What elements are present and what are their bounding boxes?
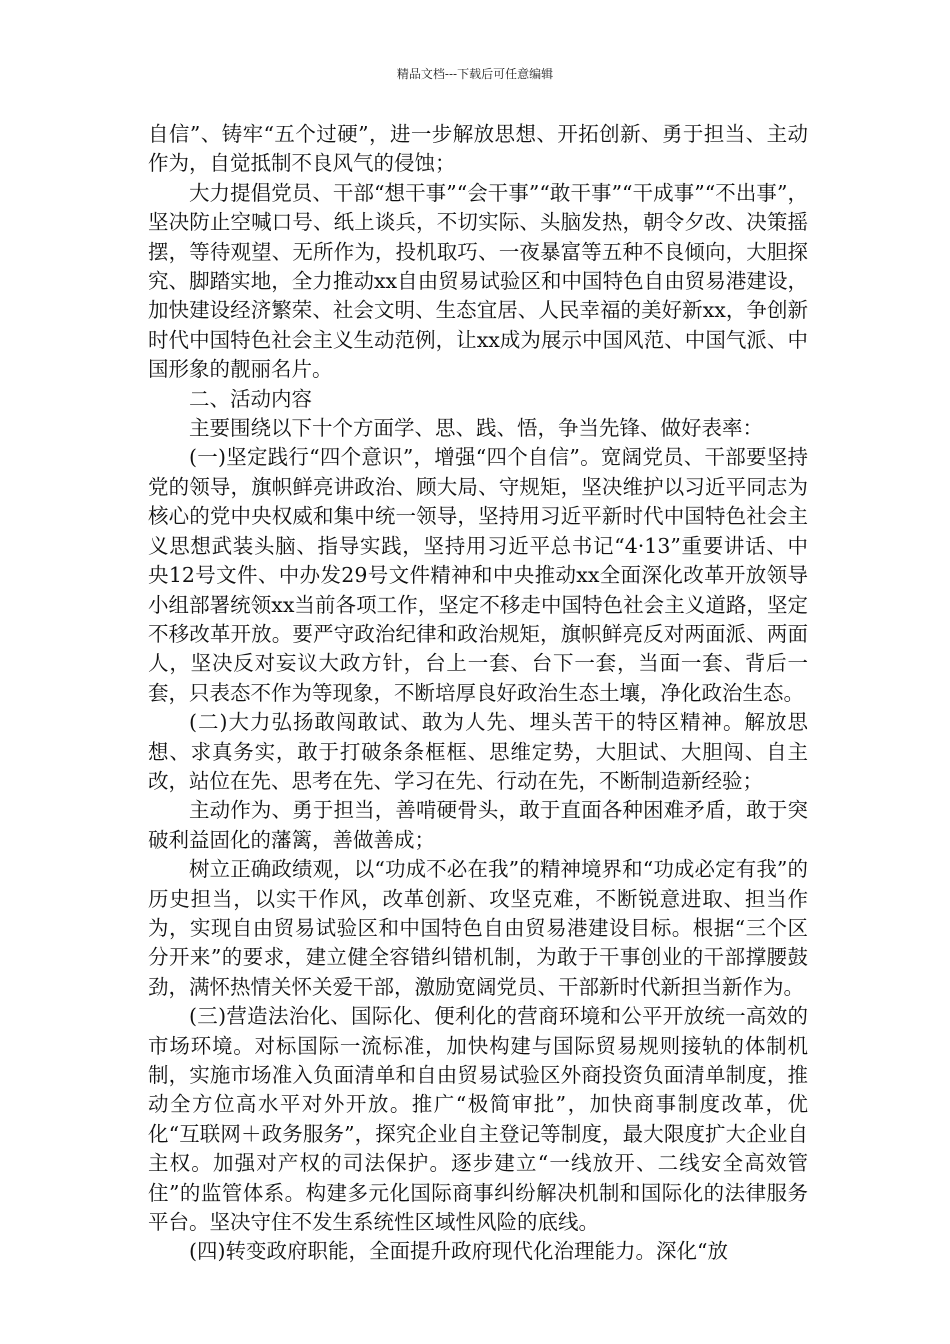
document-body: [148, 120, 808, 1267]
paragraph: 大力提倡党员、干部“想干事”“会干事”“敢干事”“干成事”“不出事”，坚决防止空喊口号、纸上谈兵，不切实际、头脑发热，朝令夕改、决策摇摆，等待观望、无所作为，投机取巧、一夜暴富等五种不良倾向，大胆探究、脚踏实地，全力推动xx自由贸易试验区和中国特色自由贸易港建设，加快建设经济繁荣、社会文明、生态宜居、人民幸福的美好新xx，争创新时代中国特色社会主义生动范例，让xx成为展示中国风范、中国气派、中国形象的靓丽名片。: [148, 180, 808, 382]
paragraph: 主动作为、勇于担当，善啃硬骨头，敢于直面各种困难矛盾，敢于突破利益固化的藩篱，善做善成；: [148, 798, 808, 852]
paragraph: 树立正确政绩观，以“功成不必在我”的精神境界和“功成必定有我”的历史担当，以实干作风，改革创新、攻坚克难，不断锐意进取、担当作为，实现自由贸易试验区和中国特色自由贸易港建设目标。根据“三个区分开来”的要求，建立健全容错纠错机制，为敢于干事创业的干部撑腰鼓劲，满怀热情关怀关爱干部，激励宽阔党员、干部新时代新担当新作为。: [148, 857, 808, 999]
paragraph: (三)营造法治化、国际化、便利化的营商环境和公平开放统一高效的市场环境。对标国际一流标准，加快构建与国际贸易规则接轨的体制机制，实施市场准入负面清单和自由贸易试验区外商投资负面清单制度，推动全方位高水平对外开放。推广“极简审批”，加快商事制度改革，优化“互联网＋政务服务”，探究企业自主登记等制度，最大限度扩大企业自主权。加强对产权的司法保护。逐步建立“一线放开、二线安全高效管住”的监管体系。构建多元化国际商事纠纷解决机制和国际化的法律服务平台。坚决守住不发生系统性区域性风险的底线。: [148, 1004, 808, 1235]
section-heading: 二、活动内容: [189, 386, 312, 411]
paragraph: (四)转变政府职能，全面提升政府现代化治理能力。深化“放: [189, 1239, 728, 1264]
page-header: 精品文档---下载后可任意编辑: [396, 67, 554, 81]
paragraph: (二)大力弘扬敢闯敢试、敢为人先、埋头苦干的特区精神。解放思想、求真务实，敢于打破条条框框、思维定势，大胆试、大胆闯、自主改，站位在先、思考在先、学习在先、行动在先，不断制造新经验；: [148, 710, 808, 793]
paragraph: 主要围绕以下十个方面学、思、践、悟，争当先锋、做好表率：: [189, 416, 763, 441]
paragraph: (一)坚定践行“四个意识”，增强“四个自信”。宽阔党员、干部要坚持党的领导，旗帜鲜亮讲政治、顾大局、守规矩，坚决维护以习近平同志为核心的党中央权威和集中统一领导，坚持用习近平新时代中国特色社会主义思想武装头脑、指导实践，坚持用习近平总书记“4·13”重要讲话、中央12号文件、中办发29号文件精神和中央推动xx全面深化改革开放领导小组部署统领xx当前各项工作，坚定不移走中国特色社会主义道路，坚定不移改革开放。要严守政治纪律和政治规矩，旗帜鲜亮反对两面派、两面人，坚决反对妄议大政方针，台上一套、台下一套，当面一套、背后一套，只表态不作为等现象，不断培厚良好政治生态土壤，净化政治生态。: [148, 445, 808, 705]
paragraph: 自信”、铸牢“五个过硬”，进一步解放思想、开拓创新、勇于担当、主动作为，自觉抵制不良风气的侵蚀；: [148, 122, 808, 176]
